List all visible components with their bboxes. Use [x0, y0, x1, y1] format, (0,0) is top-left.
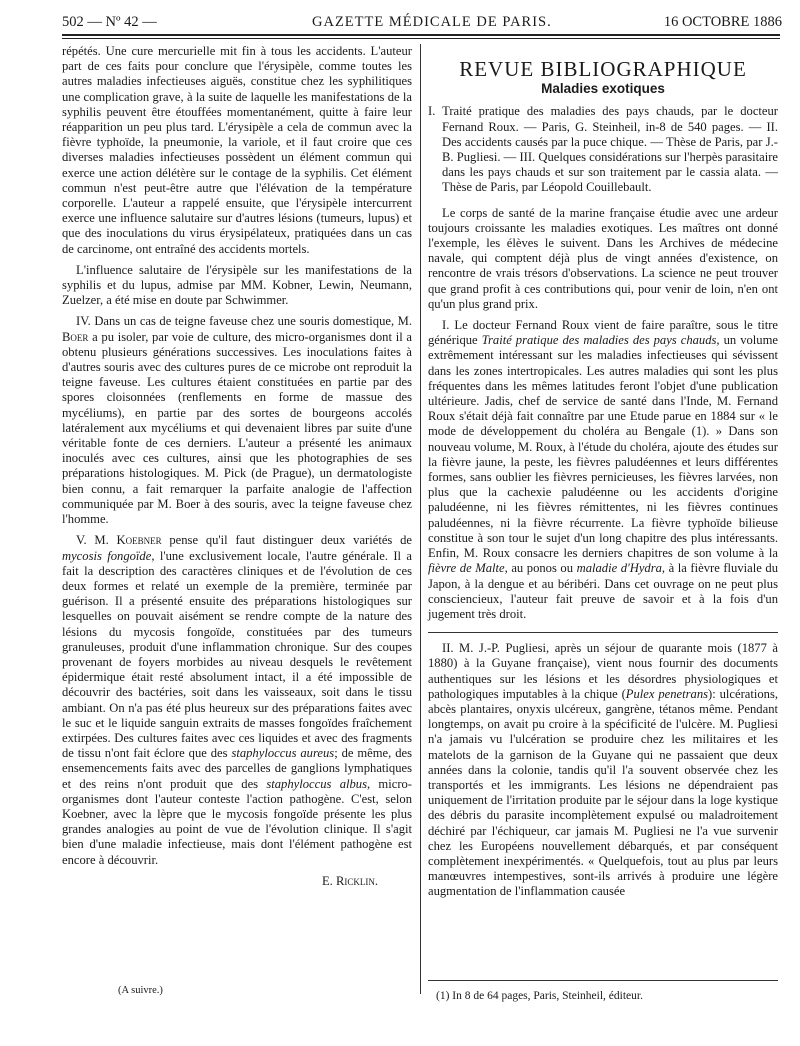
footnote-rule	[428, 980, 778, 981]
to-be-continued: (A suivre.)	[118, 985, 163, 996]
bibliographic-references: I. Traité pratique des maladies des pays chauds, par le docteur Fernand Roux. — Paris, G. Steinheil, in-8 de 540 pages. — II. Des accidents causés par la puce chique. — Thèse de Paris, par J.-B. Pugliesi. — III. Quelques considérations sur l'herpès parasitaire dans les pays chauds et sur son traitement par le cassia alata. — Thèse de Paris, par Léopold Couillebault.	[428, 104, 778, 195]
paragraph-iv: IV. Dans un cas de teigne faveuse chez une souris domestique, M. Boer a pu isoler, par voie de culture, des micro-organismes dont il a obtenu plusieurs générations successives. Les inoculations faites à d'autres souris avec des cultures pures de ce microbe ont reproduit la teigne faveuse. Les cultures étaient constituées en partie par des spores cloisonnées (renflements en forme de massue des mycéliums), en partie par des sortes de bourgeons accolés latéralement aux mycéliums et qui devenaient libres par suite d'une véritable fonte de ces derniers. L'auteur a présenté les animaux inoculés avec ces cultures, ainsi que les photographies de ses préparations histologiques. M. Pick (de Prague), un dermatologiste bien connu, a fait remarquer la parfaite analogie de l'affection communiquée par M. Boer à des souris, avec la teigne faveuse chez l'homme.	[62, 314, 412, 527]
page-header	[62, 8, 782, 32]
author-name: Koebner	[116, 533, 162, 548]
left-column	[62, 44, 412, 889]
separator	[428, 632, 778, 633]
section-title: REVUE BIBLIOGRAPHIQUE	[459, 57, 747, 81]
paragraph: Le corps de santé de la marine française étudie avec une ardeur toujours croissante les maladies exotiques. Les maîtres ont donné l'exemple, les élèves le suivent. Dans les Archives de médecine navale, qui comptent déjà plus de vingt années d'existence, on rencontre de vrais trésors d'observations. La science ne peut trouver que grand profit à ces contributions qui, pour venir de loin, n'en ont qu'un plus grand prix.	[428, 205, 778, 311]
journal-title: GAZETTE MÉDICALE DE PARIS.	[312, 14, 552, 30]
column-divider	[420, 44, 421, 994]
issue-date: 16 OCTOBRE 1886	[663, 14, 782, 30]
paragraph-ii: II. M. J.-P. Pugliesi, après un séjour de quarante mois (1877 à 1880) à la Guyane française), vient nous fournir des documents authentiques sur les lésions et les désordres physiologiques et pathologiques imputables à la chique (Pulex penetrans): ulcérations, abcès plantaires, onyxis ulcéreux, gangrène, tétanos même. Pendant longtemps, on avait pu croire à la spécificité de l'ulcère. M. Pugliesi n'a jamais vu l'ulcération se produire chez les militaires et les matelots de la garnison de la Guyane qui ne passaient que deux années dans la colonie, tandis qu'il l'a souvent observée chez les transportés et les immigrants. Les lésions ne dépendraient pas uniquement de l'irritation produite par le séjour dans la loge kystique des débris du parasite incomplètement expulsé ou maladroitement déchiré par l'échiqueur, car jamais M. Pugliesi ne l'a vue survenir chez les Européens nouvellement débarqués, et par conséquent complètement inexpérimentés. « Quelquefois, tout au plus par leurs manœuvres intempestives, sont-ils arrivés à produire une légère augmentation de l'inflammation causée	[428, 641, 779, 899]
section-subtitle: Maladies exotiques	[541, 81, 665, 97]
author-name: Boer	[62, 329, 89, 344]
right-column	[428, 44, 778, 906]
paragraph-v: V. M. Koebner pense qu'il faut distinguer deux variétés de mycosis fongoïde, l'une exclusivement locale, l'autre générale. Il a fait la description des caractères cliniques et de l'évolution de ces deux formes et relaté un exemple de la première, terminée par guérison. Il a présenté ensuite des préparations histologiques sur lesquelles on pouvait aisément se rendre compte de la nature des lésions du mycosis fongoïde, constituées par des tumeurs granuleuses, produit d'une inflammation chronique. Sur des coupes provenant de foyers morbides au niveau desquels le revêtement épidermique était resté absolument intact, il a été impossible de découvrir des bactéries, soit dans les vaisseaux, soit dans le tissu ambiant. On n'a pas été plus heureux sur des préparations faites avec le suc et le liquide sanguin extraits de masses fongoïdes fraîchement extirpées. Des cultures faites avec ces liquides et avec des fragments de tissu n'ont fait éclore que des staphyloccus aureus; de même, des ensemencements faits avec des parcelles de ganglions lymphatiques et des reins n'ont produit que des staphyloccus albus, micro-organismes dont l'auteur conteste l'action pathogène. C'est, selon Koebner, avec la lèpre que le mycosis fongoïde présente les plus grandes analogies au point de vue de l'évolution clinique. Il s'agit bien d'une maladie infectieuse, mais dont l'élément pathogène est encore à découvrir.	[62, 533, 413, 867]
paragraph: répétés. Une cure mercurielle mit fin à tous les accidents. L'auteur part de ces faits pour conclure que l'érysipèle, comme toutes les autres maladies infectieuses aiguës, constitue chez les syphilitiques une complication grave, à la suite de laquelle les manifestations de la syphilis peuvent être étouffées momentanément, quitte à faire leur réapparition un peu plus tard. L'érysipèle a cela de commun avec la fièvre typhoïde, la pneumonie, la variole, et il faut croire que ces diverses maladies infectieuses possèdent un élément commun qui exerce une action délétère sur le contage de la syphilis. Cet élément commun n'est peut-être autre que l'élévation de la température corporelle. L'auteur a rappelé ensuite, que l'érysipèle intercurrent exerce une influence salutaire sur d'autres lésions (tumeurs, lupus) et que des inoculations du virus érysipélateux, pratiquées dans un cas de carcinome, ont entraîné des accidents mortels.	[62, 44, 412, 256]
signature: E. Ricklin.	[321, 873, 378, 888]
page-number: 502 — Nº 42 —	[62, 14, 157, 30]
footnote: (1) In 8 de 64 pages, Paris, Steinheil, éditeur.	[436, 990, 643, 1002]
header-rule	[62, 34, 780, 36]
paragraph-i: I. Le docteur Fernand Roux vient de faire paraître, sous le titre générique Traité pratique des maladies des pays chauds, un volume extrêmement intéressant sur les maladies infectieuses qui sévissent dans les zones intertropicales. Les autres maladies qui sont les plus fréquentes dans les mêmes latitudes feront l'objet d'une publication ultérieure. Jadis, chef de service de santé dans l'Inde, M. Fernand Roux s'était déjà fait connaître par une Etude parue en 1884 sur « le mode de développement du choléra au Bengale (1). » Dans son nouveau volume, M. Roux, à l'étude du choléra, ajoute des études sur la fièvre jaune, la peste, les fièvres paludéennes et leurs différentes formes, sans oublier les fièvres pernicieuses, les fièvres larvées, non plus que la cachexie paludéenne ou les accidents d'origine paludéenne, ni les fièvres rémittentes, ni les fièvres continues paludéennes, ni la fièvre récurrente. La fièvre typhoïde bilieuse constitue à son tour le sujet d'un long chapitre des plus intéressants. Enfin, M. Roux consacre les derniers chapitres de son volume à la fièvre de Malte, au ponos ou maladie d'Hydra, à la fièvre fluviale du Japon, à la dengue et au béribéri. Dans cet ouvrage on ne peut plus consciencieux, l'auteur fait preuve de savoir et à la fois d'un jugement très droit.	[428, 318, 778, 621]
paragraph: L'influence salutaire de l'érysipèle sur les manifestations de la syphilis et du lupus, admise par MM. Kobner, Lewin, Neumann, Zuelzer, a été mise en doute par Schwimmer.	[62, 262, 412, 308]
header-rule-thin	[62, 38, 780, 39]
